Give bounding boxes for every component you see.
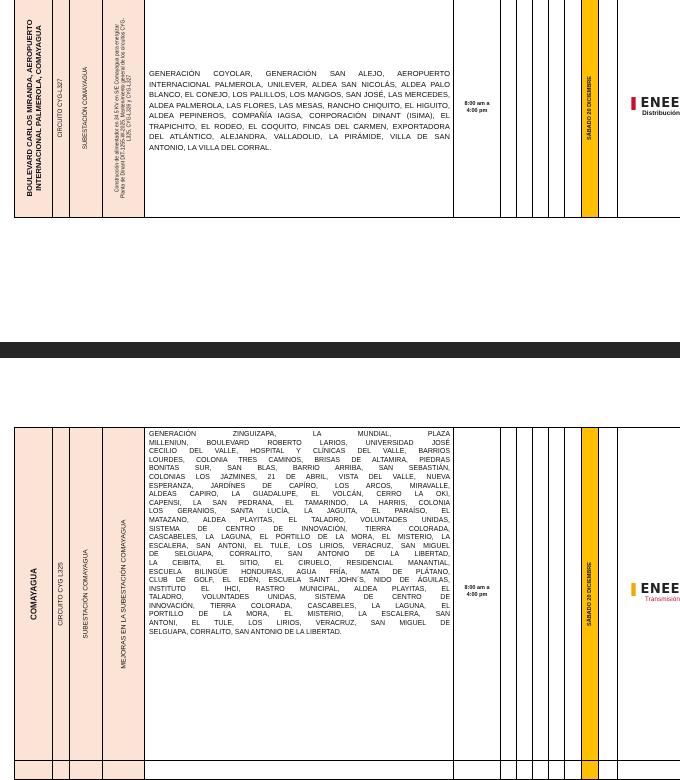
reason-text: Construcción de alimentador en 34.5 KV en S/E Comayagua para energizar Planta de Dinant DIT-1255-W-2025, Mantenimiento general de los circuitos CYG-L325, CYG-L326 y CYG-L327: [114, 18, 133, 198]
day-column: [599, 428, 618, 760]
substation-cell: [70, 0, 103, 217]
outage-row-3-partial: [14, 760, 680, 780]
areas-cell: [145, 0, 454, 217]
outage-row-1: [14, 0, 680, 218]
enee-flame-icon: ❚: [628, 582, 640, 597]
logo-subtitle: Transmisión: [644, 596, 680, 603]
outage-row-2: [14, 427, 680, 761]
affected-areas-text: GENERACIÓN COYOLAR, GENERACIÓN SAN ALEJO, AEROPUERTO INTERNACIONAL PALMEROLA, UNILEVER, ALDEA SAN NICOLÁS, ALDEA PALO BLANCO, EL CONEJO, LOS PALILLOS, LOS MANGOS, SAN JOSÉ, LAS MERCEDES, ALDEA PALMEROLA, LAS FLORES, LAS MESAS, RANCHO CHIQUITO, EL HIGUITO, ALDEA PEPINEROS, COMPAÑÍA IAGSA, CORPORACIÓN DINANT (ISIMA), EL TRAPICHITO, EL RODEO, EL COQUITO, FINCAS DEL CARMEN, EXPORTADORA DEL ATLÁNTICO, ALEJANDRA, VALLADOLID, LA PIRÁMIDE, VILLA DE SAN ANTONIO, LA VILLA DEL CORRAL.: [149, 69, 450, 152]
day-column: [549, 428, 565, 760]
date-cell: [582, 428, 599, 760]
area-line: MATAZANO, ALDEA PLAYITAS, EL TALADRO, VOLUNTADES UNIDAS,: [149, 516, 450, 524]
time-cell: [454, 0, 501, 217]
area-line: GENERACIÓN ZINGUIZAPA, LA MUNDIAL, PLAZA: [149, 431, 450, 438]
circuit-cell: [53, 428, 70, 760]
logo-brand: ENEE: [640, 582, 680, 597]
circuit-text: CIRCUITO CYG-L327: [58, 78, 64, 138]
day-column: [517, 0, 533, 217]
area-line: LA CEIBITA, EL SITIO, EL CIRUELO, RESIDENCIAL MANANTIAL,: [149, 559, 450, 567]
area-line: ALDEAS CAPIRO, LA GUADALUPE, EL VOLCÁN, CERRO LA OKI,: [149, 491, 450, 499]
area-line: TALADRO, VOLUNTADES UNIDAS, SISTEMA DE CENTRO DE: [149, 594, 450, 602]
time-text: [454, 585, 500, 599]
time-text: [464, 101, 489, 115]
date-text: SÁBADO 20 DICIEMBRE: [587, 76, 593, 140]
location-text: COMAYAGUA: [29, 568, 38, 620]
area-line: ANTONI, EL TULE, LOS LIRIOS, VERACRUZ, SAN MIGUEL DE: [149, 620, 450, 628]
time-start: 8:00 am a: [464, 585, 490, 591]
area-line: BONITAS SUR, SAN BLAS, BARRIO ARRIBA, SAN SEBASTIÁN,: [149, 465, 450, 473]
location-cell: [15, 428, 53, 760]
area-line: COLONIAS LOS JAZMINES, 21 DE ABRIL, VISTA DEL VALLE, NUEVA: [149, 473, 450, 481]
substation-text: SUBESTACIÓN COMAYAGUA: [82, 549, 90, 639]
company-logo: [618, 428, 680, 760]
area-line: INNOVACIÓN, TIERRA COLORADA, CASCABELES, LA LAGUNA, EL: [149, 602, 450, 610]
substation-text: SUBESTACIÓN COMAYAGUA: [83, 66, 89, 150]
area-line: SELGUAPA, CORRALITO, SAN ANTONIO DE LA LIBERTAD.: [149, 628, 342, 636]
affected-areas-text: [145, 428, 453, 637]
circuit-text: CIRCUITO CYG L325: [57, 562, 65, 626]
logo-subtitle: Distribución: [642, 110, 680, 117]
day-column: [501, 0, 517, 217]
reason-text: MEJORAS EN LA SUBESTACIÓN COMAYAGUA: [120, 519, 127, 669]
day-column: [599, 0, 618, 217]
substation-cell: [70, 428, 103, 760]
day-column: [565, 428, 582, 760]
time-cell: [454, 428, 501, 760]
area-line: SISTEMA DE CENTRO DE INNOVACIÓN, TIERRA COLORADA,: [149, 525, 450, 533]
areas-cell: [145, 428, 454, 760]
area-line: CECILIO DEL VALLE, HOSPITAL Y CLÍNICAS DEL VALLE, BARRIOS: [149, 448, 450, 456]
enee-flame-icon: ❚: [628, 96, 640, 111]
area-line: PORTILLO DE LA MORA, EL MISTERIO, LA ESCALERA, SAN: [149, 611, 450, 619]
area-line: ESCALERA, SAN ANTONI, EL TULE, LOS LIRIOS, VERACRUZ, SAN MIGUEL: [149, 542, 450, 550]
time-end: 4:00 pm: [466, 592, 488, 598]
day-column: [533, 0, 549, 217]
area-line: ESPERANZA, JARDÍNES DE CAPÍRO, LOS ARCOS, MIRAVALLE,: [149, 482, 450, 490]
time-end: 4:00 pm: [466, 108, 488, 114]
time-start: 8:00 am a: [464, 101, 490, 107]
area-line: LOS GERANIOS, SANTA LUCÍA, LA JAGUITA, EL PARAÍSO, EL: [149, 508, 450, 516]
day-column: [517, 428, 533, 760]
area-line: CASCABELES, LA LAGUNA, EL PORTILLO DE LA MORA, EL MISTERIO, LA: [149, 534, 450, 542]
enee-logo: [628, 584, 680, 596]
area-line: CAPENSI, LA SAN PEDRANA, EL TAMARINDO, LA HARRIS, COLONIA: [149, 499, 450, 507]
area-line: CLUB DE GOLF, EL EDÉN, ESCUELA SAINT JOHN´S, NIDO DE ÁGUILAS,: [149, 577, 450, 585]
date-cell: [582, 0, 599, 217]
reason-cell: [103, 428, 145, 760]
reason-cell: [103, 0, 145, 217]
area-line: INSTITUTO EL IHCI, RASTRO MUNICIPAL, ALDEA PLAYITAS, EL: [149, 585, 450, 593]
page-separator-band: [0, 342, 680, 358]
company-logo: [618, 0, 680, 217]
area-line: MILLENIUN, BOULEVARD ROBERTO LARIOS, UNIVERSIDAD JOSÉ: [149, 439, 450, 447]
location-text: BOULEVARD CARLOS MIRANDA, AEROPUERTO INTERNACIONAL PALMEROLA, COMAYAGUA: [24, 19, 43, 197]
area-line: ESCUELA BILINGÜE HONDURAS, AGUA FRÍA, MATA DE PLÁTANO,: [149, 568, 450, 576]
circuit-cell: [53, 0, 70, 217]
enee-logo: [628, 98, 680, 110]
date-text: SÁBADO 20 DICIEMBRE: [587, 562, 593, 626]
day-column: [549, 0, 565, 217]
day-column: [565, 0, 582, 217]
day-column: [501, 428, 517, 760]
logo-brand: ENEE: [640, 96, 680, 111]
location-cell: [15, 0, 53, 217]
area-line: LOURDES, COLONIA TRES CAMINOS, BRISAS DE ALTAMIRA, PIEDRAS: [149, 456, 450, 464]
day-column: [533, 428, 549, 760]
area-line: DE SELGUAPA, CORRALITO, SAN ANTONIO DE LA LIBERTAD,: [149, 551, 450, 559]
